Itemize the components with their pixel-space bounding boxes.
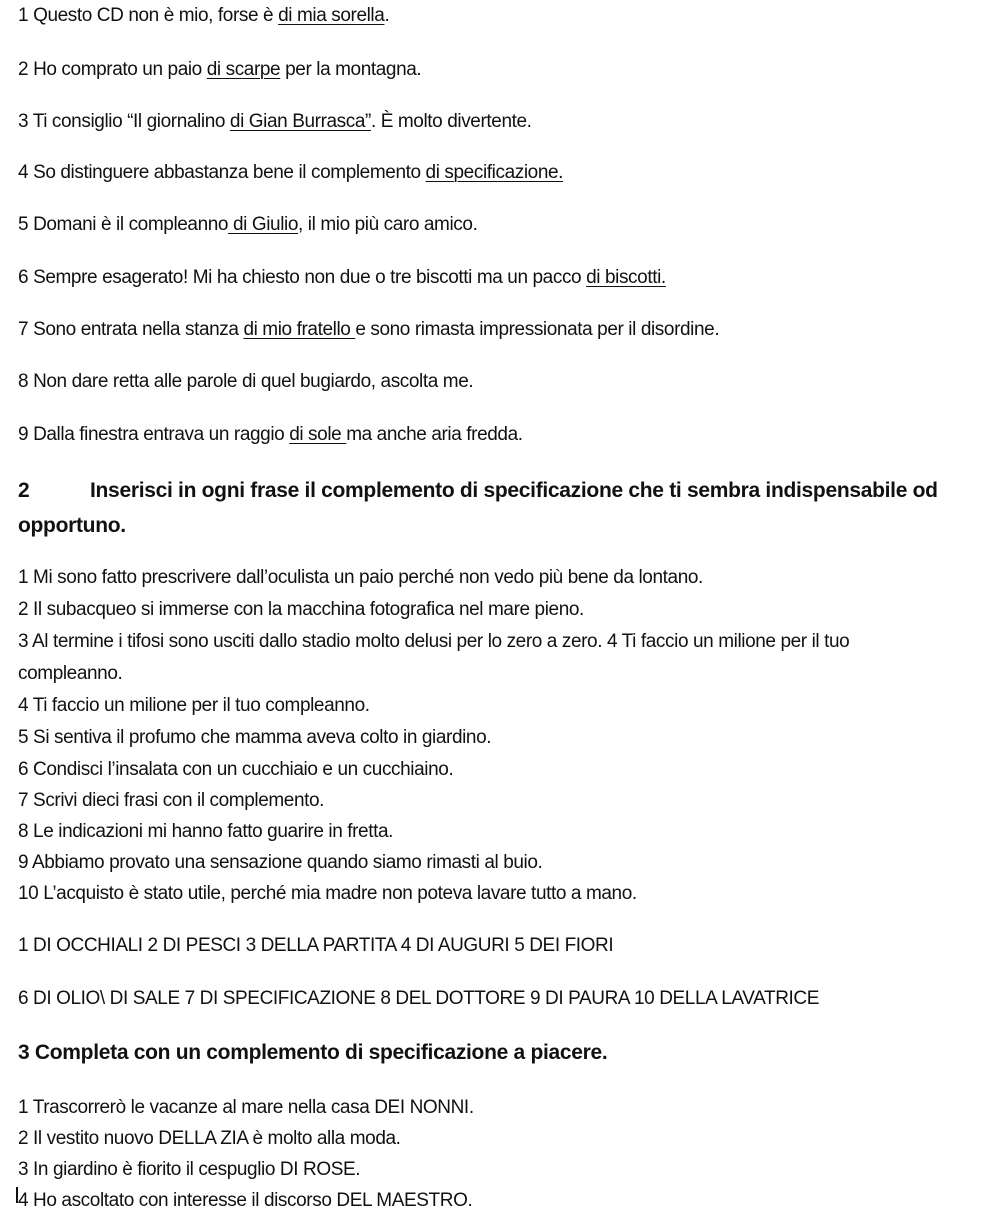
underlined-complement: di mia sorella [278,5,385,26]
ex2-line: 1 Mi sono fatto prescrivere dall’oculista un paio perché non vedo più bene da lontano. [18,567,703,588]
ex2-line: 9 Abbiamo provato una sensazione quando siamo rimasti al buio. [18,852,543,873]
text-cursor [16,1187,18,1203]
ex1-sentence-6: 6 Sempre esagerato! Mi ha chiesto non due o tre biscotti ma un pacco di biscotti. [18,267,666,288]
ex1-sentence-5: 5 Domani è il compleanno di Giulio, il mio più caro amico. [18,214,478,235]
ex2-answers-2: 6 DI OLIO\ DI SALE 7 DI SPECIFICAZIONE 8 DEL DOTTORE 9 DI PAURA 10 DELLA LAVATRICE [18,988,819,1009]
ex2-line: 5 Si sentiva il profumo che mamma aveva colto in giardino. [18,727,492,748]
exercise2-heading-cont: opportuno. [18,514,126,537]
ex2-line: compleanno. [18,663,123,684]
ex1-sentence-1: 1 Questo CD non è mio, forse è di mia sorella. [18,5,390,26]
ex2-line: 3 Al termine i tifosi sono usciti dallo stadio molto delusi per lo zero a zero. 4 Ti faccio un milione per il tuo [18,631,850,652]
ex1-sentence-2: 2 Ho comprato un paio di scarpe per la montagna. [18,59,422,80]
ex1-sentence-3: 3 Ti consiglio “Il giornalino di Gian Burrasca”. È molto divertente. [18,111,532,132]
ex3-line: 2 Il vestito nuovo DELLA ZIA è molto alla moda. [18,1128,401,1149]
ex2-line: 4 Ti faccio un milione per il tuo compleanno. [18,695,370,716]
underlined-complement: di sole [289,424,347,445]
ex2-line: 8 Le indicazioni mi hanno fatto guarire in fretta. [18,821,394,842]
ex3-line: 1 Trascorrerò le vacanze al mare nella casa DEI NONNI. [18,1097,474,1118]
underlined-complement: di mio fratello [243,319,356,340]
ex3-line: 3 In giardino è fiorito il cespuglio DI ROSE. [18,1159,361,1180]
exercise-title: Inserisci in ogni frase il complemento di specificazione che ti sembra indispensabile od [90,479,938,502]
ex1-sentence-7: 7 Sono entrata nella stanza di mio fratello e sono rimasta impressionata per il disordine. [18,319,720,340]
underlined-complement: di scarpe [206,59,281,80]
exercise3-heading: 3 Completa con un complemento di specificazione a piacere. [18,1041,608,1064]
ex1-sentence-9: 9 Dalla finestra entrava un raggio di sole ma anche aria fredda. [18,424,523,445]
ex2-line: 7 Scrivi dieci frasi con il complemento. [18,790,325,811]
underlined-complement: di biscotti. [586,267,666,288]
ex2-line: 10 L’acquisto è stato utile, perché mia madre non poteva lavare tutto a mano. [18,883,637,904]
underlined-complement: di specificazione. [425,162,564,183]
ex3-line: 4 Ho ascoltato con interesse il discorso DEL MAESTRO. [18,1190,473,1211]
exercise-number: 2 [18,479,30,502]
underlined-complement: di Giulio [228,214,299,235]
exercise2-heading [18,474,938,508]
ex1-sentence-8: 8 Non dare retta alle parole di quel bugiardo, ascolta me. [18,371,474,392]
ex2-line: 2 Il subacqueo si immerse con la macchina fotografica nel mare pieno. [18,599,584,620]
ex2-answers-1: 1 DI OCCHIALI 2 DI PESCI 3 DELLA PARTITA 4 DI AUGURI 5 DEI FIORI [18,935,614,956]
ex2-line: 6 Condisci l’insalata con un cucchiaio e un cucchiaino. [18,759,454,780]
ex1-sentence-4: 4 So distinguere abbastanza bene il complemento di specificazione. [18,162,564,183]
underlined-complement: di Gian Burrasca” [229,111,371,132]
